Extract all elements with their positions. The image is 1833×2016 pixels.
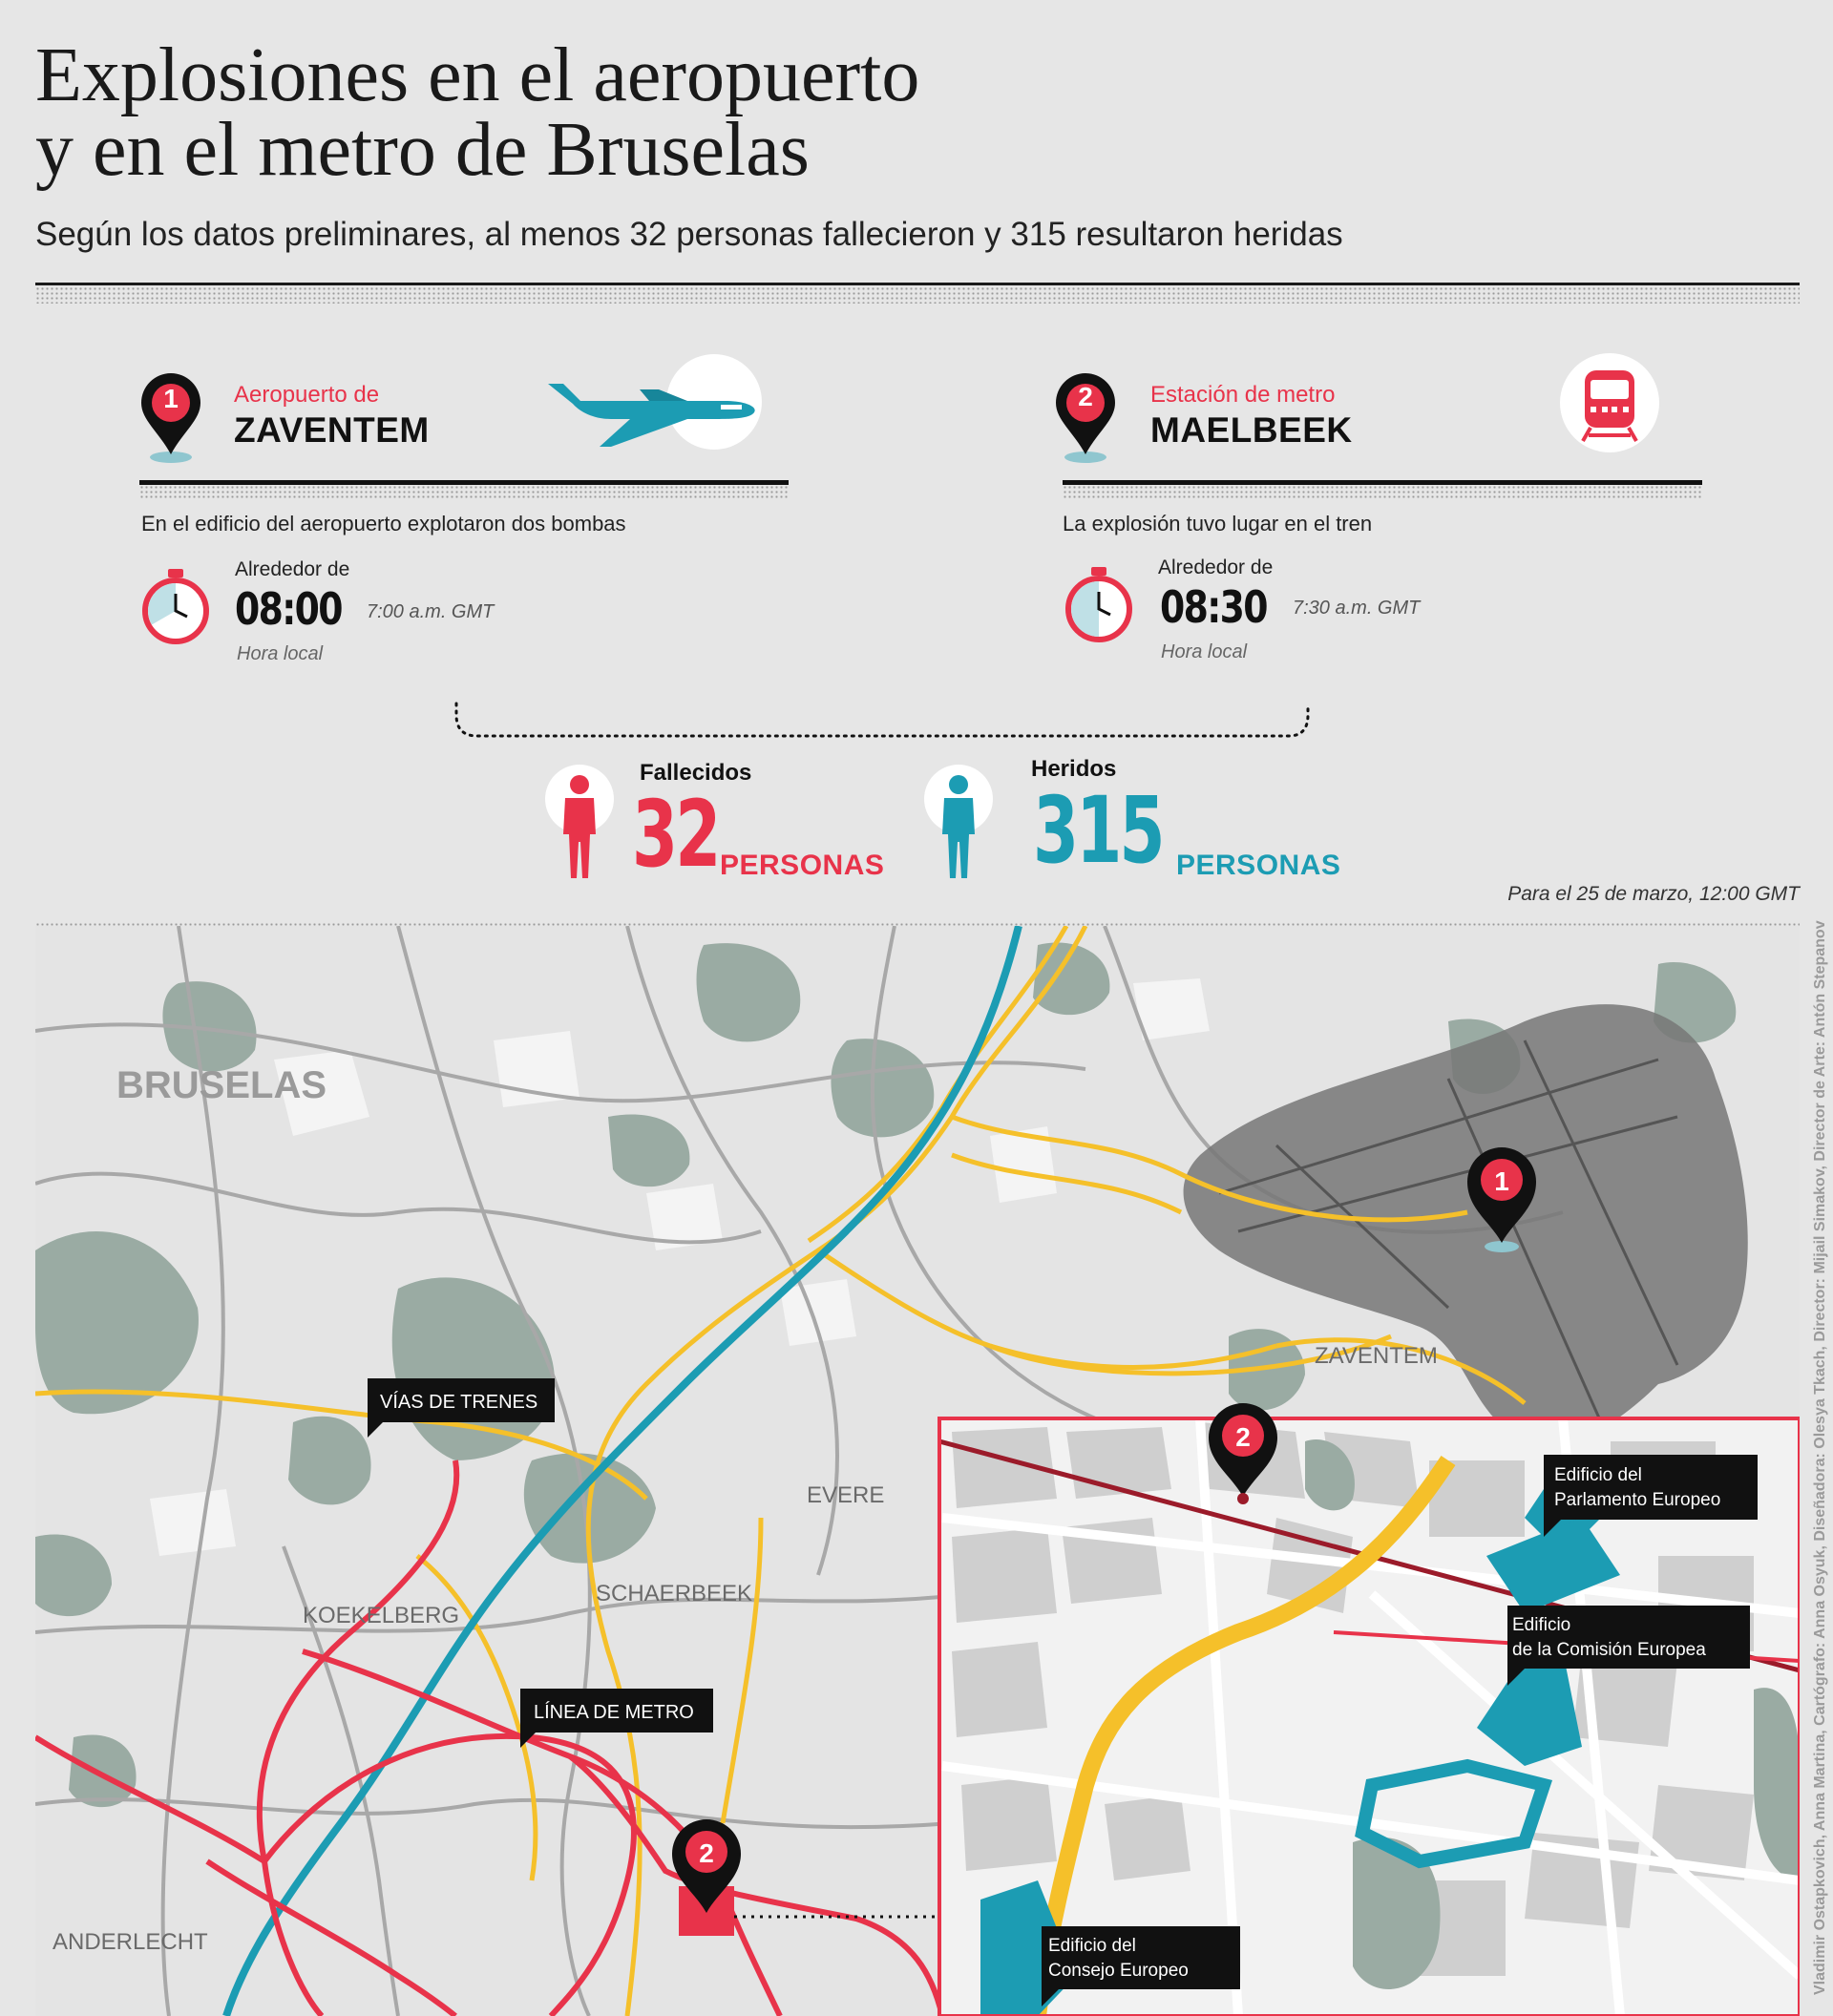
map-pin-2-icon (672, 1819, 741, 1936)
summary-bracket (449, 702, 1317, 740)
airplane-icon (544, 351, 764, 451)
district-koekelberg: KOEKELBERG (303, 1603, 460, 1628)
map-pin-1-number: 1 (1494, 1166, 1509, 1196)
map-canvas (35, 926, 1800, 2016)
commission-callout-line2: de la Comisión Europea (1512, 1640, 1706, 1660)
location-2-name: MAELBEEK (1150, 410, 1353, 450)
location-1-gmt: 7:00 a.m. GMT (367, 601, 495, 622)
location-1-hatch (139, 485, 789, 500)
dead-unit: PERSONAS (720, 850, 885, 881)
callout-trains-label: VÍAS DE TRENES (380, 1392, 538, 1413)
injured-label: Heridos (1031, 756, 1117, 782)
brussels-map[interactable] (35, 926, 1800, 2016)
dead-person-icon (544, 764, 615, 882)
location-1-description: En el edificio del aeropuerto explotaron dos bombas (141, 512, 626, 536)
parliament-callout-line1: Edificio del (1554, 1465, 1642, 1485)
page-subtitle: Según los datos preliminares, al menos 32 personas fallecieron y 315 resultaron heridas (35, 216, 1343, 253)
location-pin-2-number: 2 (1078, 382, 1093, 411)
inset-pin-number: 2 (1235, 1422, 1251, 1452)
location-2-gmt: 7:30 a.m. GMT (1293, 598, 1421, 619)
credits-sidebar (1812, 920, 1831, 2005)
parliament-callout-line2: Parlamento Europeo (1554, 1490, 1721, 1510)
location-1-local-time-label: Hora local (237, 643, 324, 664)
map-pin-2-number: 2 (699, 1838, 714, 1868)
injured-person-icon (923, 764, 994, 882)
date-note: Para el 25 de marzo, 12:00 GMT (1507, 883, 1800, 905)
location-2-time: 08:30 (1160, 581, 1267, 633)
location-2-label: Estación de metro (1150, 382, 1336, 408)
header-divider (35, 283, 1800, 285)
clock-1-icon (139, 565, 212, 647)
council-callout-line2: Consejo Europeo (1048, 1961, 1189, 1981)
inset-map (939, 1403, 1800, 2016)
location-2-local-time-label: Hora local (1161, 641, 1248, 662)
header-hatch-band (35, 286, 1800, 304)
council-callout-line1: Edificio del (1048, 1936, 1136, 1956)
location-1-label: Aeropuerto de (234, 382, 380, 408)
dead-label: Fallecidos (640, 760, 752, 786)
city-label: BRUSELAS (116, 1064, 327, 1106)
title-line-2: y en el metro de Bruselas (35, 108, 810, 192)
page-title (35, 33, 920, 192)
dead-count: 32 (632, 781, 719, 888)
title-line-1: Explosiones en el aeropuerto (35, 33, 920, 117)
metro-train-icon (1556, 351, 1661, 456)
injured-count: 315 (1033, 777, 1163, 884)
location-1-name: ZAVENTEM (234, 410, 430, 450)
location-pin-1-number: 1 (163, 384, 179, 413)
credits-text: Vladimir Ostapkovich, Anna Martina, Cartógrafo: Anna Osyuk, Diseñadora: Olesya Tkach, Director: Mijail Simakov, Director de Arte: Antón Stepanov (1812, 920, 1828, 1995)
district-anderlecht: ANDERLECHT (53, 1929, 208, 1955)
district-schaerbeek: SCHAERBEEK (596, 1581, 753, 1606)
district-zaventem: ZAVENTEM (1315, 1343, 1438, 1369)
location-1-around: Alrededor de (235, 558, 350, 580)
commission-callout-line1: Edificio (1512, 1615, 1571, 1635)
location-1-time: 08:00 (235, 583, 342, 635)
injured-unit: PERSONAS (1176, 850, 1341, 881)
location-2-description: La explosión tuvo lugar en el tren (1063, 512, 1373, 536)
callout-metro-label: LÍNEA DE METRO (534, 1702, 694, 1723)
location-2-hatch (1063, 485, 1702, 500)
location-2-around: Alrededor de (1158, 556, 1274, 578)
district-evere: EVERE (807, 1482, 885, 1508)
clock-2-icon (1063, 563, 1135, 645)
